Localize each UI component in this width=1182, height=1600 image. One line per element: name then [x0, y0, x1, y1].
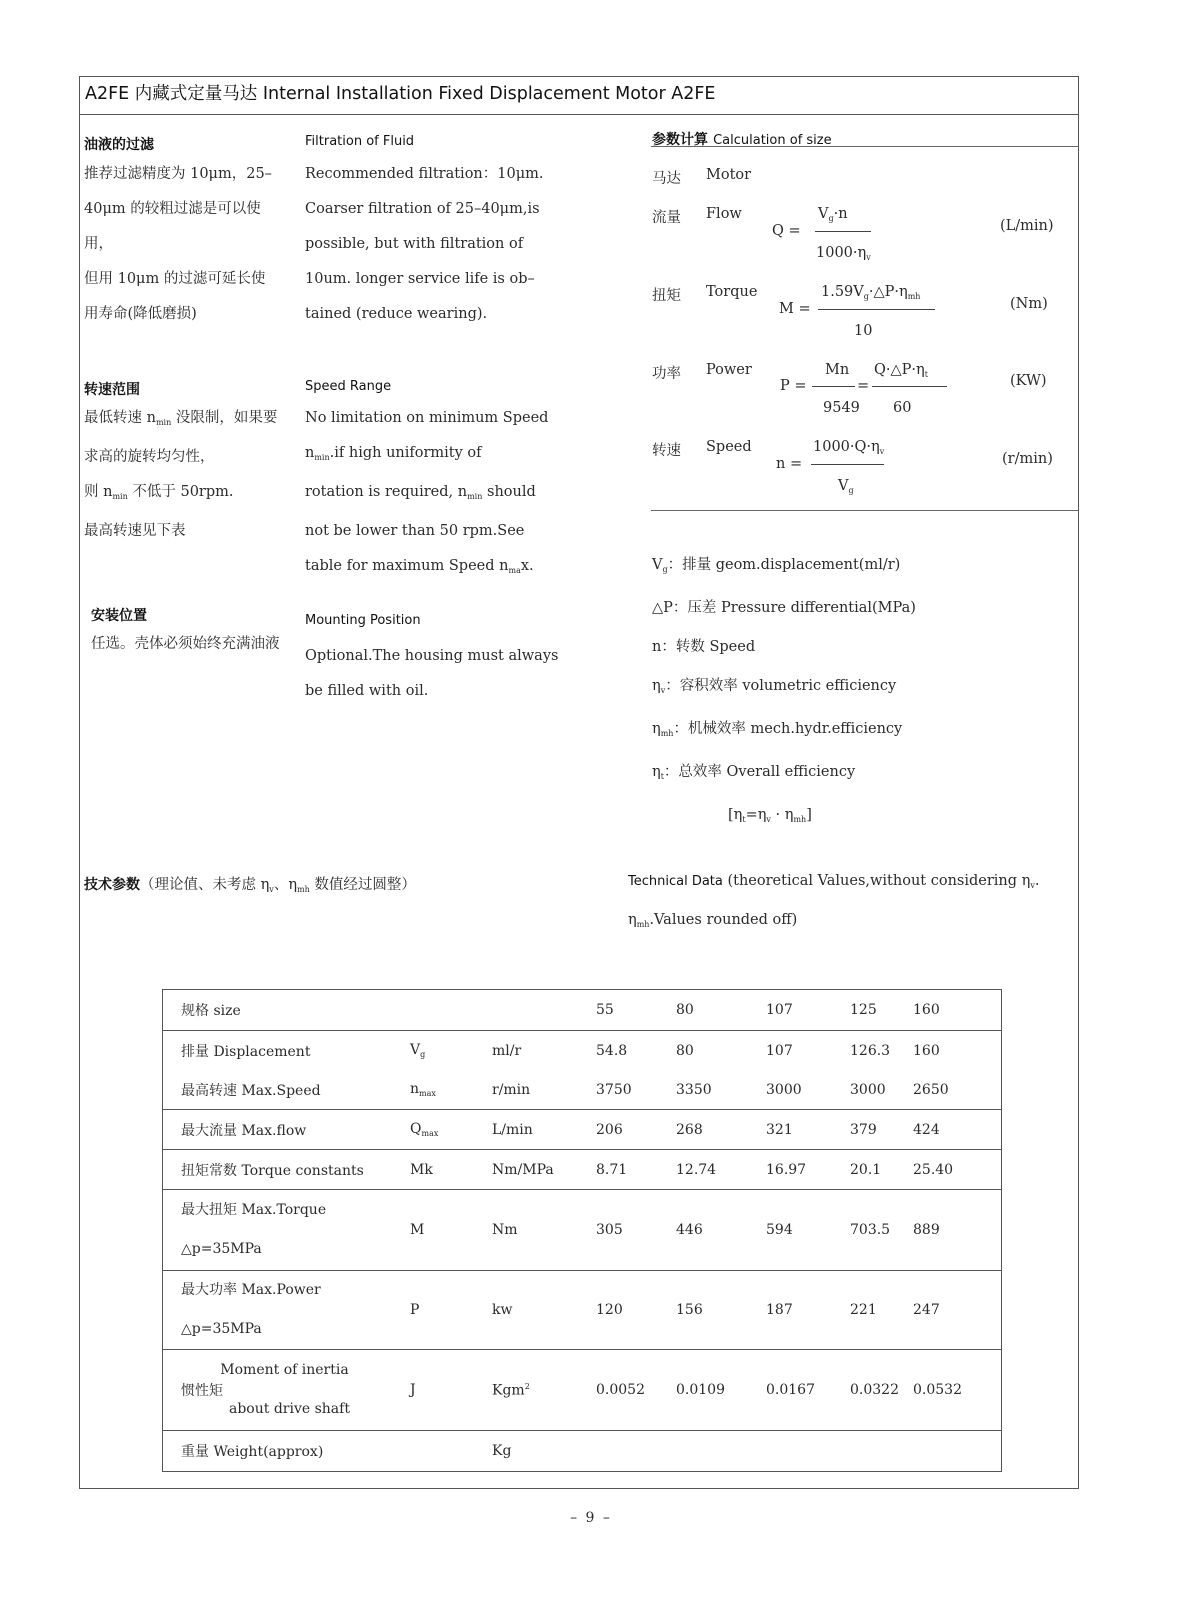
table-cell: 305 — [596, 1190, 676, 1271]
rpm-unit: (r/min) — [1002, 451, 1053, 467]
table-row-weight — [163, 1431, 1002, 1472]
table-cell: 321 — [766, 1110, 850, 1150]
row-label: 最大功率 Max.Power △p=35MPa — [163, 1271, 411, 1350]
power-unit: (KW) — [1010, 373, 1047, 389]
techdata-en-heading-cont: $\eta_{mh}.Values$ rounded off) — [628, 912, 798, 929]
power-lhs: P = — [780, 378, 807, 394]
text-line: 推荐过滤精度为 10μm，25– — [84, 166, 272, 182]
calc-heading: 参数计算 Calculation of size — [652, 132, 832, 148]
flow-numerator: $V_g\cdot n$ — [818, 206, 848, 223]
power-zh: 功率 — [652, 366, 681, 382]
text-line: not be lower than 50 rpm.See — [305, 523, 525, 539]
table-row-max-flow — [163, 1110, 1002, 1150]
text-line: Coarser filtration of 25–40μm,is — [305, 201, 540, 217]
filtration-zh-heading: 油液的过滤 — [84, 137, 154, 153]
row-symbol: M — [410, 1190, 492, 1271]
text-line: 10um. longer service life is ob– — [305, 271, 535, 287]
legend-dp: △P：压差 Pressure differential(MPa) — [652, 600, 916, 616]
text-line: Recommended filtration：10μm. — [305, 166, 544, 182]
table-row-max-speed — [163, 1070, 1002, 1110]
filtration-en-text — [305, 157, 544, 332]
table-cell: 107 — [766, 1031, 850, 1071]
text-line: $n_{min}.if$ high uniformity of — [305, 445, 482, 462]
calc-motor-en: Motor — [706, 167, 752, 183]
flow-lhs: Q = — [772, 223, 801, 239]
empty-cell — [913, 1431, 1002, 1472]
legend-eta-v: $\eta_v$：容积效率 volumetric efficiency — [652, 678, 897, 695]
power-denominator-1: 9549 — [823, 400, 860, 416]
empty-cell — [410, 1431, 492, 1472]
techdata-en-heading: Technical Data (theoretical Values,without considering $\eta_v$. — [628, 873, 1040, 890]
filtration-zh-text — [84, 157, 272, 332]
table-cell: 160 — [913, 1031, 1002, 1071]
rpm-fraction-bar — [811, 464, 884, 465]
row-unit: Kgm$^2$ — [492, 1350, 596, 1431]
text-line: 用寿命(降低磨损) — [84, 306, 197, 322]
table-row-inertia — [163, 1350, 1002, 1431]
table-cell: 120 — [596, 1271, 676, 1350]
row-symbol: $Q_{max}$ — [410, 1110, 492, 1150]
table-cell: 16.97 — [766, 1150, 850, 1190]
table-cell: 446 — [676, 1190, 766, 1271]
table-row-torque-constants — [163, 1150, 1002, 1190]
filtration-en-heading: Filtration of Fluid — [305, 134, 415, 149]
row-label: 重量 Weight(approx) — [163, 1431, 411, 1472]
legend-vg: $V_g$：排量 geom.displacement(ml/r) — [652, 557, 901, 574]
row-label: 扭矩常数 Torque constants — [163, 1150, 411, 1190]
flow-denominator: $1000\cdot\eta_v$ — [816, 245, 871, 262]
text-line: 但用 10μm 的过滤可延长使 — [84, 271, 266, 287]
table-cell: 889 — [913, 1190, 1002, 1271]
mounting-zh-heading: 安装位置 — [91, 608, 147, 624]
flow-en: Flow — [706, 206, 742, 222]
power-numerator-1: Mn — [825, 362, 850, 378]
table-row-size — [163, 990, 1002, 1031]
speed-zh-heading: 转速范围 — [84, 382, 140, 398]
rpm-zh: 转速 — [652, 443, 681, 459]
row-symbol: $n_{max}$ — [410, 1081, 436, 1098]
table-cell: 0.0532 — [913, 1350, 1002, 1431]
row-unit: Kg — [492, 1431, 596, 1472]
table-cell: 379 — [850, 1110, 913, 1150]
torque-numerator: $1.59V_g\cdot\triangle P\cdot\eta_{mh}$ — [821, 284, 921, 301]
power-equals: = — [857, 378, 870, 394]
empty-cell — [850, 1431, 913, 1472]
table-cell: 12.74 — [676, 1150, 766, 1190]
mounting-en-text — [305, 639, 558, 709]
row-unit: Nm — [492, 1190, 596, 1271]
empty-cell — [492, 990, 596, 1031]
table-cell: 20.1 — [850, 1150, 913, 1190]
table-cell: 0.0052 — [596, 1350, 676, 1431]
calc-motor-zh: 马达 — [652, 171, 681, 187]
row-unit: L/min — [492, 1110, 596, 1150]
table-cell: 125 — [850, 1002, 877, 1018]
legend-eta-mh: $\eta_{mh}$：机械效率 mech.hydr.efficiency — [652, 721, 903, 738]
calc-bottom-rule — [651, 510, 1079, 511]
text-line: be filled with oil. — [305, 683, 429, 699]
rpm-numerator: $1000\cdot Q\cdot\eta_v$ — [813, 439, 885, 456]
torque-en: Torque — [706, 284, 758, 300]
table-cell: 0.0109 — [676, 1350, 766, 1431]
row-label: 规格 size — [181, 1003, 241, 1019]
speed-zh-text — [84, 401, 277, 549]
row-unit: kw — [492, 1271, 596, 1350]
flow-fraction-bar — [815, 231, 871, 232]
table-cell: 80 — [676, 1002, 694, 1018]
rpm-lhs: n = — [776, 456, 803, 472]
torque-denominator: 10 — [854, 323, 873, 339]
table-cell: 187 — [766, 1271, 850, 1350]
table-cell: 424 — [913, 1110, 1002, 1150]
power-denominator-2: 60 — [893, 400, 912, 416]
page-title: A2FE 内藏式定量马达 Internal Installation Fixed Displacement Motor A2FE — [79, 76, 1079, 115]
row-label: 惯性矩 Moment of inertia about drive shaft — [163, 1350, 411, 1431]
table-cell: 156 — [676, 1271, 766, 1350]
rpm-denominator: $V_g$ — [838, 478, 854, 495]
power-numerator-2: $Q\cdot\triangle P\cdot\eta_t$ — [874, 362, 928, 379]
table-cell: 55 — [596, 1002, 614, 1018]
text-line: Optional.The housing must always — [305, 648, 559, 664]
speed-en-text — [305, 401, 548, 588]
mounting-zh-text: 任选。壳体必须始终充满油液 — [91, 636, 280, 652]
text-line: 用， — [84, 236, 113, 252]
table-cell: 3000 — [850, 1081, 886, 1098]
table-cell: 8.71 — [596, 1150, 676, 1190]
table-cell: 206 — [596, 1110, 676, 1150]
flow-unit: (L/min) — [1000, 218, 1054, 234]
text-line: 40μm 的较粗过滤是可以使 — [84, 201, 261, 217]
text-line: 则 $n_{min}$ 不低于 50rpm. — [84, 484, 234, 501]
table-cell: 0.0167 — [766, 1350, 850, 1431]
table-cell: 221 — [850, 1271, 913, 1350]
text-line: 最低转速 $n_{min}$ 没限制，如果要 — [84, 410, 278, 427]
table-cell: 703.5 — [850, 1190, 913, 1271]
row-unit: ml/r — [492, 1031, 596, 1071]
power-fraction-bar-2 — [872, 386, 947, 387]
torque-unit: (Nm) — [1010, 296, 1048, 312]
text-line: tained (reduce wearing). — [305, 306, 488, 322]
text-line: No limitation on minimum Speed — [305, 410, 549, 426]
power-en: Power — [706, 362, 752, 378]
empty-cell — [676, 1431, 766, 1472]
legend-efficiency-relation: $[\eta_t=\eta_v \cdot \eta_{mh}]$ — [728, 807, 812, 824]
row-symbol: $V_g$ — [410, 1031, 492, 1071]
torque-fraction-bar — [818, 309, 935, 310]
speed-en-heading: Speed Range — [305, 379, 392, 394]
row-symbol: P — [410, 1271, 492, 1350]
mounting-en-heading: Mounting Position — [305, 613, 421, 628]
table-cell: 80 — [676, 1031, 766, 1071]
techdata-zh-heading: 技术参数（理论值、未考虑 $\eta_v$、$\eta_{mh}$ 数值经过圆整） — [84, 877, 416, 894]
torque-zh: 扭矩 — [652, 288, 681, 304]
table-cell: 3000 — [766, 1081, 802, 1098]
text-line: rotation is required, $n_{min}$ should — [305, 484, 536, 501]
table-cell: 2650 — [913, 1081, 949, 1098]
table-cell: 25.40 — [913, 1150, 1002, 1190]
technical-data-table — [162, 989, 1002, 1472]
flow-zh: 流量 — [652, 210, 681, 226]
legend-n: n：转数 Speed — [652, 639, 756, 655]
table-cell: 126.3 — [850, 1031, 913, 1071]
row-label: 最大流量 Max.flow — [163, 1110, 411, 1150]
text-line: 最高转速见下表 — [84, 523, 186, 539]
legend-eta-t: $\eta_t$：总效率 Overall efficiency — [652, 764, 856, 781]
table-row-displacement — [163, 1031, 1002, 1071]
table-cell: 247 — [913, 1271, 1002, 1350]
empty-cell — [410, 990, 492, 1031]
calc-top-rule — [651, 146, 1079, 147]
table-cell: 54.8 — [596, 1031, 676, 1071]
row-symbol: J — [410, 1350, 492, 1431]
power-fraction-bar-1 — [812, 386, 855, 387]
table-cell: 3750 — [596, 1081, 632, 1098]
row-label: 最高转速 Max.Speed — [181, 1082, 321, 1099]
torque-lhs: M = — [779, 301, 811, 317]
text-line: possible, but with filtration of — [305, 236, 524, 252]
symbol-legend — [652, 546, 916, 839]
row-unit: Nm/MPa — [492, 1150, 596, 1190]
text-line: table for maximum Speed $n_{ma}x$. — [305, 558, 534, 575]
rpm-en: Speed — [706, 439, 752, 455]
row-label: 最大扭矩 Max.Torque △p=35MPa — [163, 1190, 411, 1271]
table-cell: 160 — [913, 1002, 940, 1018]
empty-cell — [766, 1431, 850, 1472]
row-label: 排量 Displacement — [163, 1031, 411, 1071]
table-cell: 268 — [676, 1110, 766, 1150]
row-symbol: Mk — [410, 1150, 492, 1190]
table-cell: 0.0322 — [850, 1350, 913, 1431]
table-cell: 3350 — [676, 1081, 712, 1098]
table-row-max-power — [163, 1271, 1002, 1350]
table-row-max-torque — [163, 1190, 1002, 1271]
table-cell: 107 — [766, 1002, 793, 1018]
row-unit: r/min — [492, 1081, 531, 1098]
table-cell: 594 — [766, 1190, 850, 1271]
empty-cell — [596, 1431, 676, 1472]
text-line: 求高的旋转均匀性， — [84, 449, 215, 465]
page-number: – 9 – — [570, 1510, 612, 1526]
